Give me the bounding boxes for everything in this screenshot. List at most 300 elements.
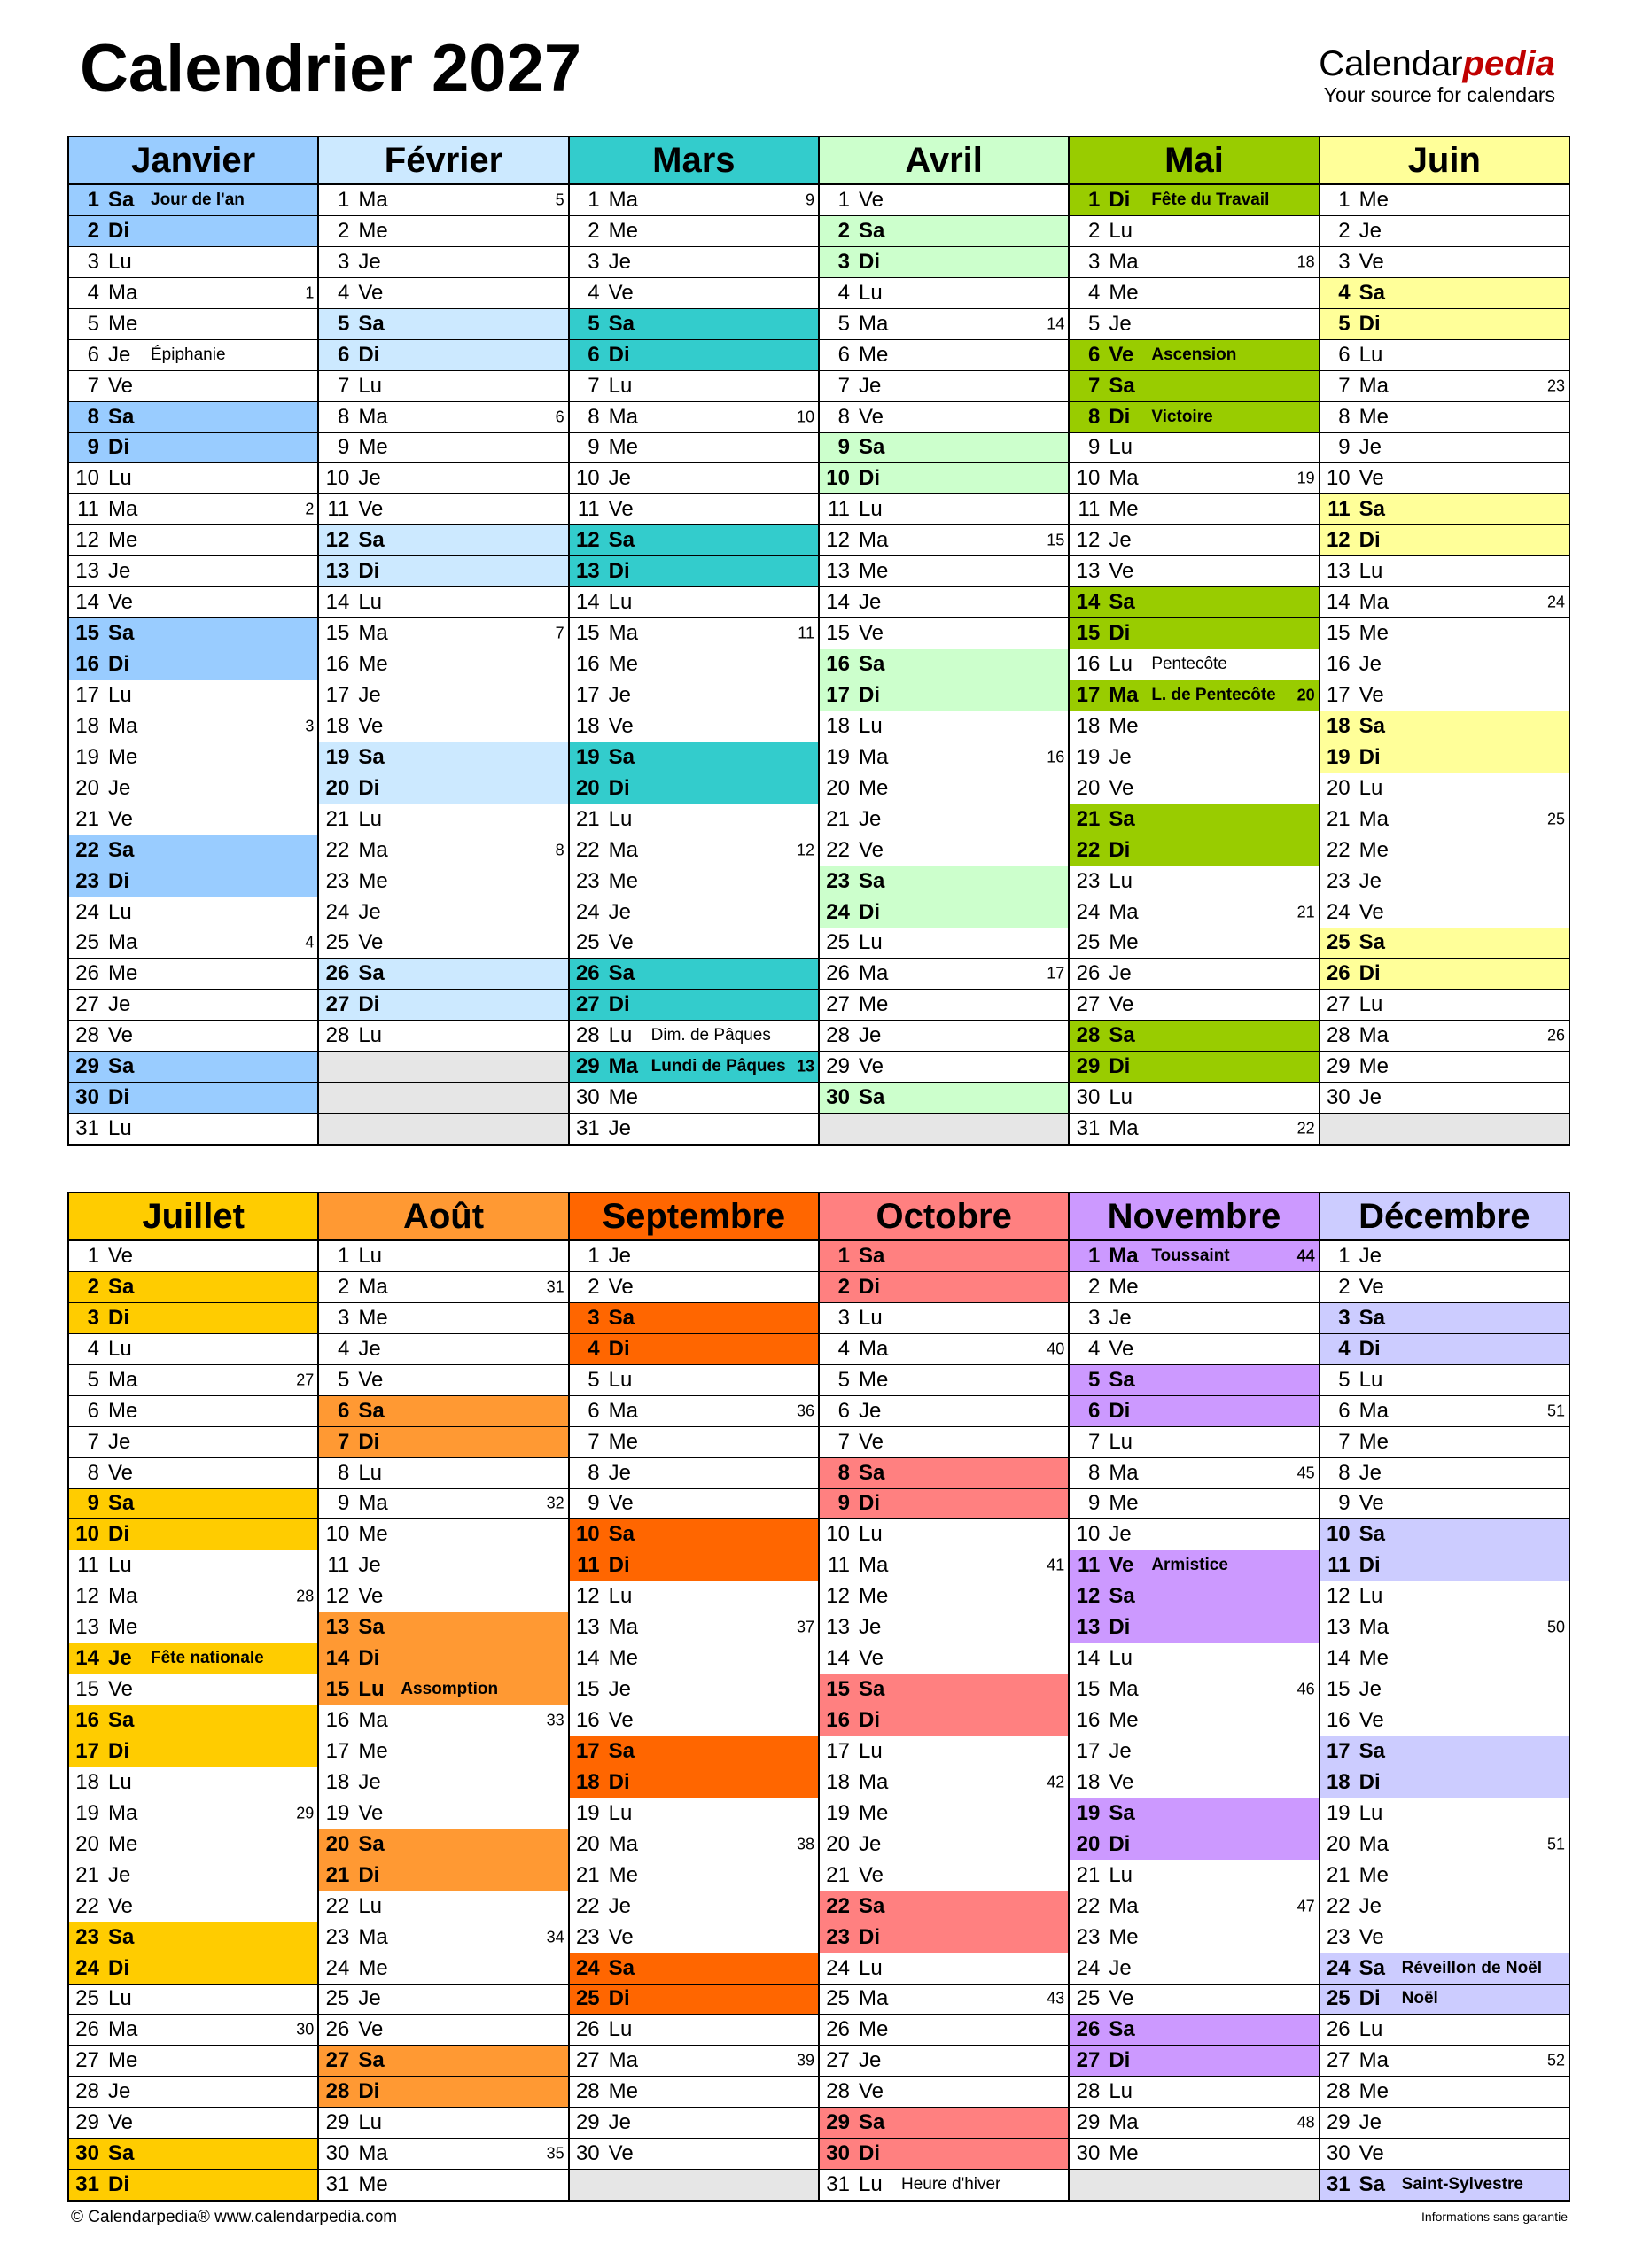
- day-row[interactable]: [69, 1396, 317, 1427]
- day-row[interactable]: [820, 1458, 1068, 1489]
- day-row[interactable]: [570, 897, 818, 928]
- day-row[interactable]: [1070, 618, 1318, 649]
- day-row[interactable]: [820, 1736, 1068, 1767]
- day-row[interactable]: [820, 2170, 1068, 2200]
- day-row[interactable]: [820, 835, 1068, 866]
- day-row[interactable]: [319, 2077, 567, 2108]
- day-row[interactable]: [1320, 1458, 1569, 1489]
- day-row[interactable]: [319, 1953, 567, 1984]
- day-row[interactable]: [319, 1303, 567, 1334]
- day-row[interactable]: [570, 804, 818, 835]
- day-row[interactable]: [1320, 402, 1569, 433]
- day-row[interactable]: [1320, 1303, 1569, 1334]
- day-row[interactable]: [820, 185, 1068, 216]
- day-row[interactable]: [1070, 1829, 1318, 1860]
- day-row[interactable]: [1070, 556, 1318, 587]
- day-row[interactable]: [820, 494, 1068, 525]
- day-row[interactable]: [69, 216, 317, 247]
- day-row[interactable]: [1320, 494, 1569, 525]
- day-row[interactable]: [820, 1052, 1068, 1083]
- day-row[interactable]: [1070, 2077, 1318, 2108]
- day-row[interactable]: [820, 1767, 1068, 1798]
- day-row[interactable]: [820, 1241, 1068, 1272]
- day-row[interactable]: [570, 1891, 818, 1922]
- day-row[interactable]: [570, 1052, 818, 1083]
- day-row[interactable]: [820, 866, 1068, 897]
- day-row[interactable]: [820, 587, 1068, 618]
- day-row[interactable]: [69, 278, 317, 309]
- day-row[interactable]: [570, 1767, 818, 1798]
- day-row[interactable]: [319, 1241, 567, 1272]
- day-row[interactable]: [570, 711, 818, 742]
- day-row[interactable]: [1070, 928, 1318, 959]
- day-row[interactable]: [820, 1922, 1068, 1953]
- day-row[interactable]: [319, 1798, 567, 1829]
- day-row[interactable]: [1320, 1984, 1569, 2016]
- day-row[interactable]: [820, 1612, 1068, 1643]
- day-row[interactable]: [1320, 1581, 1569, 1612]
- day-row[interactable]: [1320, 742, 1569, 773]
- day-row[interactable]: [69, 2046, 317, 2077]
- day-row[interactable]: [319, 2139, 567, 2170]
- day-row[interactable]: [319, 2170, 567, 2200]
- day-row[interactable]: [570, 216, 818, 247]
- day-row[interactable]: [319, 1427, 567, 1458]
- day-row[interactable]: [1070, 1643, 1318, 1674]
- day-row[interactable]: [570, 1083, 818, 1114]
- day-row[interactable]: [820, 463, 1068, 494]
- day-row[interactable]: [1070, 1303, 1318, 1334]
- day-row[interactable]: [319, 1489, 567, 1520]
- day-row[interactable]: [319, 433, 567, 464]
- day-row[interactable]: [1320, 897, 1569, 928]
- day-row[interactable]: [319, 1736, 567, 1767]
- day-row[interactable]: [319, 494, 567, 525]
- day-row[interactable]: [1320, 835, 1569, 866]
- day-row[interactable]: [570, 618, 818, 649]
- day-row[interactable]: [69, 1550, 317, 1581]
- day-row[interactable]: [69, 1021, 317, 1052]
- day-row[interactable]: [1320, 1427, 1569, 1458]
- day-row[interactable]: [820, 1489, 1068, 1520]
- day-row[interactable]: [1070, 1427, 1318, 1458]
- day-row[interactable]: [69, 1705, 317, 1736]
- day-row[interactable]: [820, 216, 1068, 247]
- day-row[interactable]: [69, 1891, 317, 1922]
- day-row[interactable]: [570, 1334, 818, 1365]
- day-row[interactable]: [1070, 773, 1318, 804]
- day-row[interactable]: [69, 618, 317, 649]
- day-row[interactable]: [1320, 2108, 1569, 2139]
- day-row[interactable]: [570, 1272, 818, 1303]
- day-row[interactable]: [1320, 1612, 1569, 1643]
- day-row[interactable]: [820, 1860, 1068, 1891]
- day-row[interactable]: [820, 1396, 1068, 1427]
- day-row[interactable]: [570, 1396, 818, 1427]
- day-row[interactable]: [69, 2015, 317, 2046]
- day-row[interactable]: [820, 1334, 1068, 1365]
- day-row[interactable]: [570, 2015, 818, 2046]
- day-row[interactable]: [1320, 2015, 1569, 2046]
- day-row[interactable]: [570, 494, 818, 525]
- day-row[interactable]: [69, 711, 317, 742]
- day-row[interactable]: [1070, 2046, 1318, 2077]
- day-row[interactable]: [820, 525, 1068, 556]
- day-row[interactable]: [319, 1612, 567, 1643]
- day-row[interactable]: [820, 2077, 1068, 2108]
- day-row[interactable]: [570, 278, 818, 309]
- day-row[interactable]: [820, 959, 1068, 990]
- day-row[interactable]: [69, 1612, 317, 1643]
- day-row[interactable]: [570, 835, 818, 866]
- day-row[interactable]: [1320, 928, 1569, 959]
- day-row[interactable]: [570, 2139, 818, 2170]
- day-row[interactable]: [1320, 1396, 1569, 1427]
- day-row[interactable]: [69, 402, 317, 433]
- day-row[interactable]: [1320, 1365, 1569, 1396]
- day-row[interactable]: [1070, 2108, 1318, 2139]
- day-row[interactable]: [1070, 1984, 1318, 2016]
- day-row[interactable]: [69, 928, 317, 959]
- day-row[interactable]: [319, 773, 567, 804]
- day-row[interactable]: [1070, 1021, 1318, 1052]
- day-row[interactable]: [570, 866, 818, 897]
- day-row[interactable]: [1320, 216, 1569, 247]
- day-row[interactable]: [1070, 1365, 1318, 1396]
- day-row[interactable]: [1320, 1519, 1569, 1550]
- day-row[interactable]: [1070, 1612, 1318, 1643]
- day-row[interactable]: [69, 463, 317, 494]
- day-row[interactable]: [69, 990, 317, 1021]
- day-row[interactable]: [570, 1365, 818, 1396]
- day-row[interactable]: [69, 1860, 317, 1891]
- day-row[interactable]: [820, 1550, 1068, 1581]
- day-row[interactable]: [319, 866, 567, 897]
- day-row[interactable]: [1320, 340, 1569, 371]
- day-row[interactable]: [319, 680, 567, 711]
- day-row[interactable]: [1070, 835, 1318, 866]
- day-row[interactable]: [570, 1519, 818, 1550]
- day-row[interactable]: [1320, 1643, 1569, 1674]
- day-row[interactable]: [820, 1272, 1068, 1303]
- day-row[interactable]: [820, 340, 1068, 371]
- day-row[interactable]: [69, 1519, 317, 1550]
- day-row[interactable]: [69, 1798, 317, 1829]
- day-row[interactable]: [69, 309, 317, 340]
- day-row[interactable]: [1070, 1891, 1318, 1922]
- day-row[interactable]: [69, 1052, 317, 1083]
- day-row[interactable]: [570, 1114, 818, 1144]
- day-row[interactable]: [570, 1705, 818, 1736]
- day-row[interactable]: [319, 897, 567, 928]
- day-row[interactable]: [69, 525, 317, 556]
- day-row[interactable]: [1070, 1334, 1318, 1365]
- day-row[interactable]: [1070, 866, 1318, 897]
- day-row[interactable]: [1070, 1458, 1318, 1489]
- day-row[interactable]: [69, 959, 317, 990]
- day-row[interactable]: [319, 959, 567, 990]
- day-row[interactable]: [820, 1674, 1068, 1705]
- day-row[interactable]: [319, 2108, 567, 2139]
- day-row[interactable]: [1070, 433, 1318, 464]
- day-row[interactable]: [570, 928, 818, 959]
- day-row[interactable]: [820, 990, 1068, 1021]
- day-row[interactable]: [69, 1083, 317, 1114]
- day-row[interactable]: [1320, 649, 1569, 680]
- day-row[interactable]: [1070, 494, 1318, 525]
- day-row[interactable]: [1070, 1489, 1318, 1520]
- day-row[interactable]: [319, 463, 567, 494]
- day-row[interactable]: [820, 2108, 1068, 2139]
- day-row[interactable]: [1070, 897, 1318, 928]
- day-row[interactable]: [69, 1922, 317, 1953]
- day-row[interactable]: [69, 649, 317, 680]
- day-row[interactable]: [319, 1674, 567, 1705]
- day-row[interactable]: [820, 649, 1068, 680]
- day-row[interactable]: [69, 742, 317, 773]
- day-row[interactable]: [319, 835, 567, 866]
- day-row[interactable]: [570, 556, 818, 587]
- day-row[interactable]: [820, 402, 1068, 433]
- day-row[interactable]: [319, 649, 567, 680]
- day-row[interactable]: [570, 1953, 818, 1984]
- day-row[interactable]: [69, 1241, 317, 1272]
- day-row[interactable]: [1320, 2077, 1569, 2108]
- day-row[interactable]: [820, 1581, 1068, 1612]
- day-row[interactable]: [69, 1953, 317, 1984]
- day-row[interactable]: [69, 1736, 317, 1767]
- day-row[interactable]: [1320, 1083, 1569, 1114]
- day-row[interactable]: [570, 1798, 818, 1829]
- day-row[interactable]: [1320, 525, 1569, 556]
- day-row[interactable]: [820, 1984, 1068, 2016]
- day-row[interactable]: [319, 711, 567, 742]
- day-row[interactable]: [319, 1334, 567, 1365]
- day-row[interactable]: [319, 309, 567, 340]
- day-row[interactable]: [319, 1767, 567, 1798]
- day-row[interactable]: [319, 1550, 567, 1581]
- day-row[interactable]: [570, 1829, 818, 1860]
- day-row[interactable]: [69, 680, 317, 711]
- day-row[interactable]: [570, 1612, 818, 1643]
- day-row[interactable]: [319, 340, 567, 371]
- day-row[interactable]: [570, 1674, 818, 1705]
- day-row[interactable]: [1070, 587, 1318, 618]
- day-row[interactable]: [319, 990, 567, 1021]
- day-row[interactable]: [1320, 2170, 1569, 2200]
- day-row[interactable]: [319, 278, 567, 309]
- day-row[interactable]: [1320, 1052, 1569, 1083]
- day-row[interactable]: [319, 804, 567, 835]
- day-row[interactable]: [69, 773, 317, 804]
- day-row[interactable]: [570, 1458, 818, 1489]
- day-row[interactable]: [1070, 1953, 1318, 1984]
- day-row[interactable]: [319, 928, 567, 959]
- day-row[interactable]: [1070, 1922, 1318, 1953]
- day-row[interactable]: [1070, 1241, 1318, 1272]
- day-row[interactable]: [1320, 1334, 1569, 1365]
- day-row[interactable]: [69, 1427, 317, 1458]
- day-row[interactable]: [1320, 1953, 1569, 1984]
- day-row[interactable]: [69, 2077, 317, 2108]
- day-row[interactable]: [570, 247, 818, 278]
- day-row[interactable]: [820, 433, 1068, 464]
- day-row[interactable]: [1070, 804, 1318, 835]
- day-row[interactable]: [1070, 216, 1318, 247]
- day-row[interactable]: [69, 2139, 317, 2170]
- day-row[interactable]: [570, 433, 818, 464]
- day-row[interactable]: [570, 371, 818, 402]
- day-row[interactable]: [1070, 711, 1318, 742]
- day-row[interactable]: [1070, 1114, 1318, 1144]
- day-row[interactable]: [1320, 680, 1569, 711]
- day-row[interactable]: [1070, 1798, 1318, 1829]
- day-row[interactable]: [820, 897, 1068, 928]
- day-row[interactable]: [820, 1365, 1068, 1396]
- day-row[interactable]: [1320, 1829, 1569, 1860]
- day-row[interactable]: [69, 1489, 317, 1520]
- day-row[interactable]: [1320, 959, 1569, 990]
- day-row[interactable]: [1320, 773, 1569, 804]
- day-row[interactable]: [1070, 1396, 1318, 1427]
- day-row[interactable]: [319, 1272, 567, 1303]
- day-row[interactable]: [1070, 185, 1318, 216]
- day-row[interactable]: [1320, 185, 1569, 216]
- day-row[interactable]: [319, 2015, 567, 2046]
- day-row[interactable]: [319, 1365, 567, 1396]
- day-row[interactable]: [1070, 2015, 1318, 2046]
- day-row[interactable]: [319, 1643, 567, 1674]
- day-row[interactable]: [1070, 1674, 1318, 1705]
- day-row[interactable]: [1070, 1550, 1318, 1581]
- day-row[interactable]: [69, 866, 317, 897]
- day-row[interactable]: [1320, 1674, 1569, 1705]
- day-row[interactable]: [1320, 1798, 1569, 1829]
- day-row[interactable]: [319, 1581, 567, 1612]
- day-row[interactable]: [1070, 525, 1318, 556]
- day-row[interactable]: [1320, 1736, 1569, 1767]
- day-row[interactable]: [1320, 1021, 1569, 1052]
- day-row[interactable]: [820, 1798, 1068, 1829]
- day-row[interactable]: [820, 773, 1068, 804]
- day-row[interactable]: [1070, 340, 1318, 371]
- day-row[interactable]: [1320, 463, 1569, 494]
- day-row[interactable]: [1320, 2139, 1569, 2170]
- day-row[interactable]: [1070, 990, 1318, 1021]
- day-row[interactable]: [69, 2108, 317, 2139]
- day-row[interactable]: [820, 1705, 1068, 1736]
- day-row[interactable]: [1320, 2046, 1569, 2077]
- day-row[interactable]: [570, 340, 818, 371]
- day-row[interactable]: [319, 1891, 567, 1922]
- day-row[interactable]: [319, 1705, 567, 1736]
- day-row[interactable]: [820, 2139, 1068, 2170]
- day-row[interactable]: [1320, 711, 1569, 742]
- day-row[interactable]: [319, 556, 567, 587]
- day-row[interactable]: [570, 1021, 818, 1052]
- day-row[interactable]: [1070, 1052, 1318, 1083]
- day-row[interactable]: [570, 1922, 818, 1953]
- day-row[interactable]: [1070, 1581, 1318, 1612]
- day-row[interactable]: [69, 340, 317, 371]
- day-row[interactable]: [820, 804, 1068, 835]
- day-row[interactable]: [570, 463, 818, 494]
- day-row[interactable]: [69, 433, 317, 464]
- day-row[interactable]: [319, 2046, 567, 2077]
- day-row[interactable]: [319, 1860, 567, 1891]
- day-row[interactable]: [820, 742, 1068, 773]
- day-row[interactable]: [1320, 1705, 1569, 1736]
- day-row[interactable]: [570, 1984, 818, 2016]
- day-row[interactable]: [319, 402, 567, 433]
- day-row[interactable]: [319, 742, 567, 773]
- day-row[interactable]: [1320, 1489, 1569, 1520]
- day-row[interactable]: [820, 618, 1068, 649]
- day-row[interactable]: [820, 1083, 1068, 1114]
- day-row[interactable]: [820, 1643, 1068, 1674]
- day-row[interactable]: [1070, 1736, 1318, 1767]
- day-row[interactable]: [1070, 278, 1318, 309]
- day-row[interactable]: [570, 402, 818, 433]
- day-row[interactable]: [69, 1643, 317, 1674]
- day-row[interactable]: [570, 990, 818, 1021]
- day-row[interactable]: [319, 185, 567, 216]
- day-row[interactable]: [1320, 371, 1569, 402]
- day-row[interactable]: [570, 1303, 818, 1334]
- day-row[interactable]: [69, 1581, 317, 1612]
- day-row[interactable]: [1070, 247, 1318, 278]
- day-row[interactable]: [820, 371, 1068, 402]
- day-row[interactable]: [1070, 2139, 1318, 2170]
- day-row[interactable]: [820, 2015, 1068, 2046]
- day-row[interactable]: [820, 1519, 1068, 1550]
- day-row[interactable]: [570, 2108, 818, 2139]
- day-row[interactable]: [69, 494, 317, 525]
- day-row[interactable]: [570, 587, 818, 618]
- day-row[interactable]: [319, 525, 567, 556]
- day-row[interactable]: [69, 1114, 317, 1144]
- day-row[interactable]: [570, 742, 818, 773]
- day-row[interactable]: [1320, 1922, 1569, 1953]
- day-row[interactable]: [1070, 649, 1318, 680]
- day-row[interactable]: [69, 804, 317, 835]
- day-row[interactable]: [319, 1829, 567, 1860]
- day-row[interactable]: [1320, 618, 1569, 649]
- footer-copyright[interactable]: © Calendarpedia® www.calendarpedia.com: [71, 2208, 398, 2226]
- day-row[interactable]: [820, 928, 1068, 959]
- day-row[interactable]: [1320, 990, 1569, 1021]
- brand-logo[interactable]: [1319, 46, 1555, 105]
- day-row[interactable]: [69, 1334, 317, 1365]
- day-row[interactable]: [570, 2046, 818, 2077]
- day-row[interactable]: [69, 2170, 317, 2200]
- day-row[interactable]: [570, 1643, 818, 1674]
- day-row[interactable]: [820, 1953, 1068, 1984]
- day-row[interactable]: [1070, 1767, 1318, 1798]
- day-row[interactable]: [69, 1303, 317, 1334]
- day-row[interactable]: [570, 680, 818, 711]
- day-row[interactable]: [69, 1458, 317, 1489]
- day-row[interactable]: [1070, 742, 1318, 773]
- day-row[interactable]: [820, 278, 1068, 309]
- day-row[interactable]: [570, 1860, 818, 1891]
- day-row[interactable]: [570, 1581, 818, 1612]
- day-row[interactable]: [1070, 1860, 1318, 1891]
- day-row[interactable]: [69, 1984, 317, 2016]
- day-row[interactable]: [69, 371, 317, 402]
- day-row[interactable]: [69, 556, 317, 587]
- day-row[interactable]: [69, 1272, 317, 1303]
